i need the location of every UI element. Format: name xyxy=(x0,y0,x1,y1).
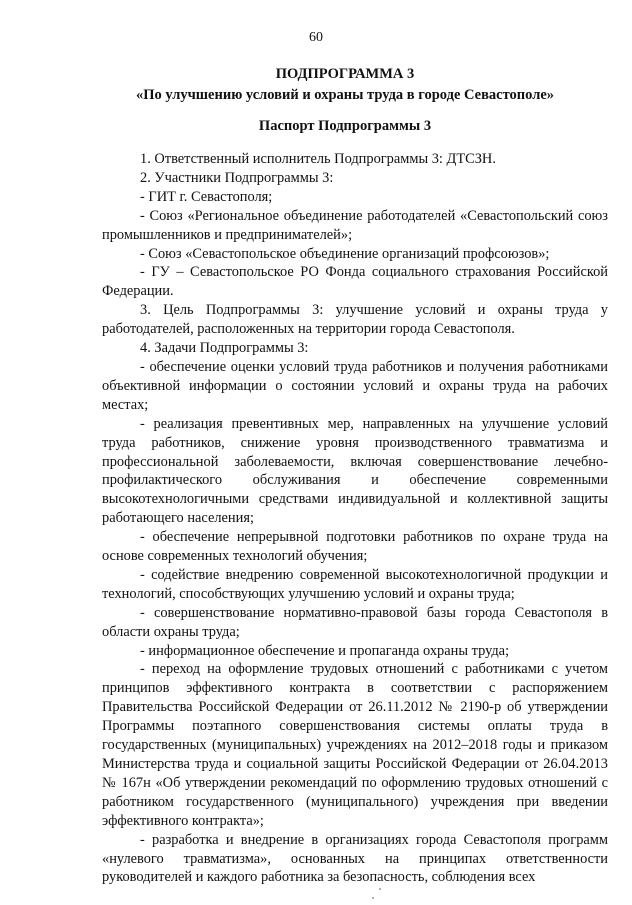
paragraph: - реализация превентивных мер, направленных на улучшение условий труда работников, снижение уровня производственного травматизма и профессиональной заболеваемости, включая совершенствование лечебно-профилактического обслуживания и обеспечение современными высокотехнологичными средствами индивидуальной и коллективной защиты работающего населения; xyxy=(102,415,608,527)
paragraph: - ГИТ г. Севастополя; xyxy=(140,188,273,205)
paragraph: - содействие внедрению современной высокотехнологичной продукции и технологий, способствующих улучшению условий и охраны труда; xyxy=(102,566,608,602)
paragraph: 1. Ответственный исполнитель Подпрограммы 3: ДТСЗН. xyxy=(140,151,496,167)
paragraph: - обеспечение непрерывной подготовки работников по охране труда на основе современных технологий обучения; xyxy=(102,529,608,565)
paragraph: - ГУ – Севастопольское РО Фонда социального страхования Российской Федерации. xyxy=(102,264,608,300)
paragraph: 4. Задачи Подпрограммы 3: xyxy=(140,340,309,357)
paragraph: - разработка и внедрение в организациях города Севастополя программ «нулевого травматизма», основанных на принципах ответственности руководителей и каждого работника за безопасность, соблюдения всех xyxy=(102,831,608,886)
paragraph: 2. Участники Подпрограммы 3: xyxy=(140,169,334,186)
paragraph: - обеспечение оценки условий труда работников и получения работниками объективной информации о состоянии условий и охраны труда на рабочих местах; xyxy=(102,358,608,413)
subprogram-subtitle: «По улучшению условий и охраны труда в городе Севастополе» xyxy=(135,87,555,103)
paragraph: - переход на оформление трудовых отношений с работниками с учетом принципов эффективного контракта в соответствии с распоряжением Правительства Российской Федерации от 26.11.2012 № 2190-р об утверждении Программы поэтапного совершенствования системы оплаты труда в государственных (муниципальных) учреждениях на 2012–2018 годы и приказом Министерства труда и социальной защиты Российской Федерации от 26.04.2013 № 167н «Об утверждении рекомендаций по оформлению трудовых отношений с работником государственного (муниципального) учреждения при введении эффективного контракта»; xyxy=(102,661,608,829)
paragraph: - Союз «Региональное объединение работодателей «Севастопольский союз промышленников и предпринимателей»; xyxy=(102,207,608,243)
document-body xyxy=(102,150,608,887)
subprogram-title: ПОДПРОГРАММА 3 xyxy=(275,66,415,82)
paragraph: 3. Цель Подпрограммы 3: улучшение условий и охраны труда у работодателей, расположенных на территории города Севастополя. xyxy=(102,302,608,338)
paragraph: - информационное обеспечение и пропаганда охраны труда; xyxy=(140,642,510,659)
page-number: 60 xyxy=(309,30,323,45)
passport-title: Паспорт Подпрограммы 3 xyxy=(258,118,432,134)
scan-speck xyxy=(379,888,381,890)
paragraph: - совершенствование нормативно-правовой базы города Севастополя в области охраны труда; xyxy=(102,604,608,640)
scan-speck xyxy=(372,897,374,899)
paragraph: - Союз «Севастопольское объединение организаций профсоюзов»; xyxy=(140,245,550,262)
